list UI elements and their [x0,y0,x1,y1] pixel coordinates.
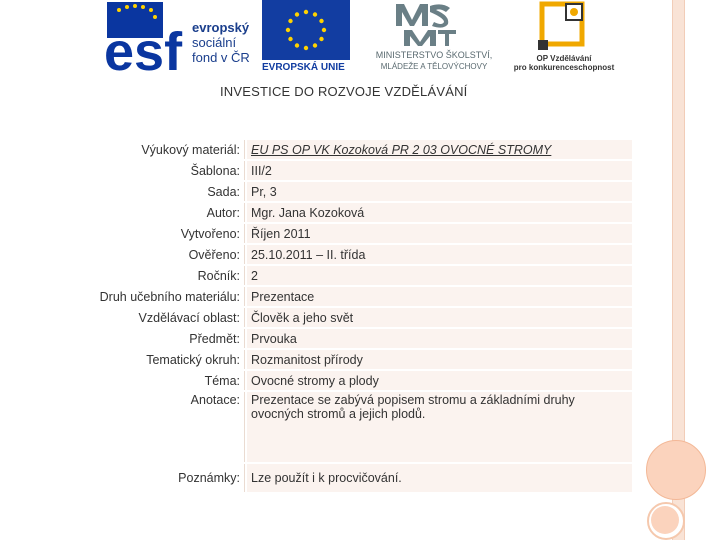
row-value: Prezentace se zabývá popisem stromu a základními druhy ovocných stromů a jejich plodů. [247,392,632,462]
table-row [64,308,632,327]
row-label: Téma: [64,371,245,390]
row-label: Vzdělávací oblast: [64,308,245,327]
esf-caption-line: sociální [192,35,237,50]
row-value: Lze použít i k procvičování. [247,464,632,492]
row-value: 25.10.2011 – II. třída [247,245,632,264]
msmt-caption [356,50,512,72]
row-value: Říjen 2011 [247,224,632,243]
table-row [64,287,632,306]
material-metadata-table [62,138,634,494]
table-row [64,245,632,264]
row-label: Ověřeno: [64,245,245,264]
esf-wordmark [104,18,194,78]
esf-caption-line: evropský [192,20,250,35]
row-value: EU PS OP VK Kozoková PR 2 03 OVOCNÉ STROMY [247,140,632,159]
row-value: Ovocné stromy a plody [247,371,632,390]
table-row [64,371,632,390]
msmt-logo [390,0,460,48]
msmt-caption-line: MLÁDEŽE A TĚLOVÝCHOVY [380,62,488,71]
table-row [64,392,632,462]
row-value: Rozmanitost přírody [247,350,632,369]
eu-label: EVROPSKÁ UNIE [262,62,345,73]
row-value: Prvouka [247,329,632,348]
row-label: Šablona: [64,161,245,180]
row-value: Člověk a jeho svět [247,308,632,327]
esf-caption [192,20,250,65]
decorative-circle [646,440,706,500]
table-row [64,350,632,369]
op-caption [512,54,616,72]
msmt-caption-line: MINISTERSTVO ŠKOLSTVÍ, [375,50,493,60]
row-value: Pr, 3 [247,182,632,201]
decorative-dot [651,506,679,534]
table-row [64,203,632,222]
table-row [64,464,632,492]
row-label: Autor: [64,203,245,222]
row-label: Ročník: [64,266,245,285]
esf-caption-line: fond v ČR [192,50,250,65]
op-caption-line: OP Vzdělávání [536,54,592,63]
investment-headline: INVESTICE DO ROZVOJE VZDĚLÁVÁNÍ [220,84,468,99]
row-label: Druh učebního materiálu: [64,287,245,306]
table-row [64,224,632,243]
row-label: Vytvořeno: [64,224,245,243]
table-row [64,140,632,159]
row-label: Sada: [64,182,245,201]
op-vzdelavani-logo [536,0,592,54]
eu-flag-logo [262,0,350,60]
row-label: Tematický okruh: [64,350,245,369]
row-label: Poznámky: [64,464,245,492]
table-row [64,182,632,201]
op-caption-line: pro konkurenceschopnost [513,63,615,72]
table-row [64,329,632,348]
row-value: 2 [247,266,632,285]
table-row [64,266,632,285]
esf-wordmark-text: esf [104,22,183,78]
row-value: Mgr. Jana Kozoková [247,203,632,222]
table-row [64,161,632,180]
row-value: Prezentace [247,287,632,306]
row-label: Anotace: [64,392,245,462]
row-label: Výukový materiál: [64,140,245,159]
row-label: Předmět: [64,329,245,348]
row-value: III/2 [247,161,632,180]
